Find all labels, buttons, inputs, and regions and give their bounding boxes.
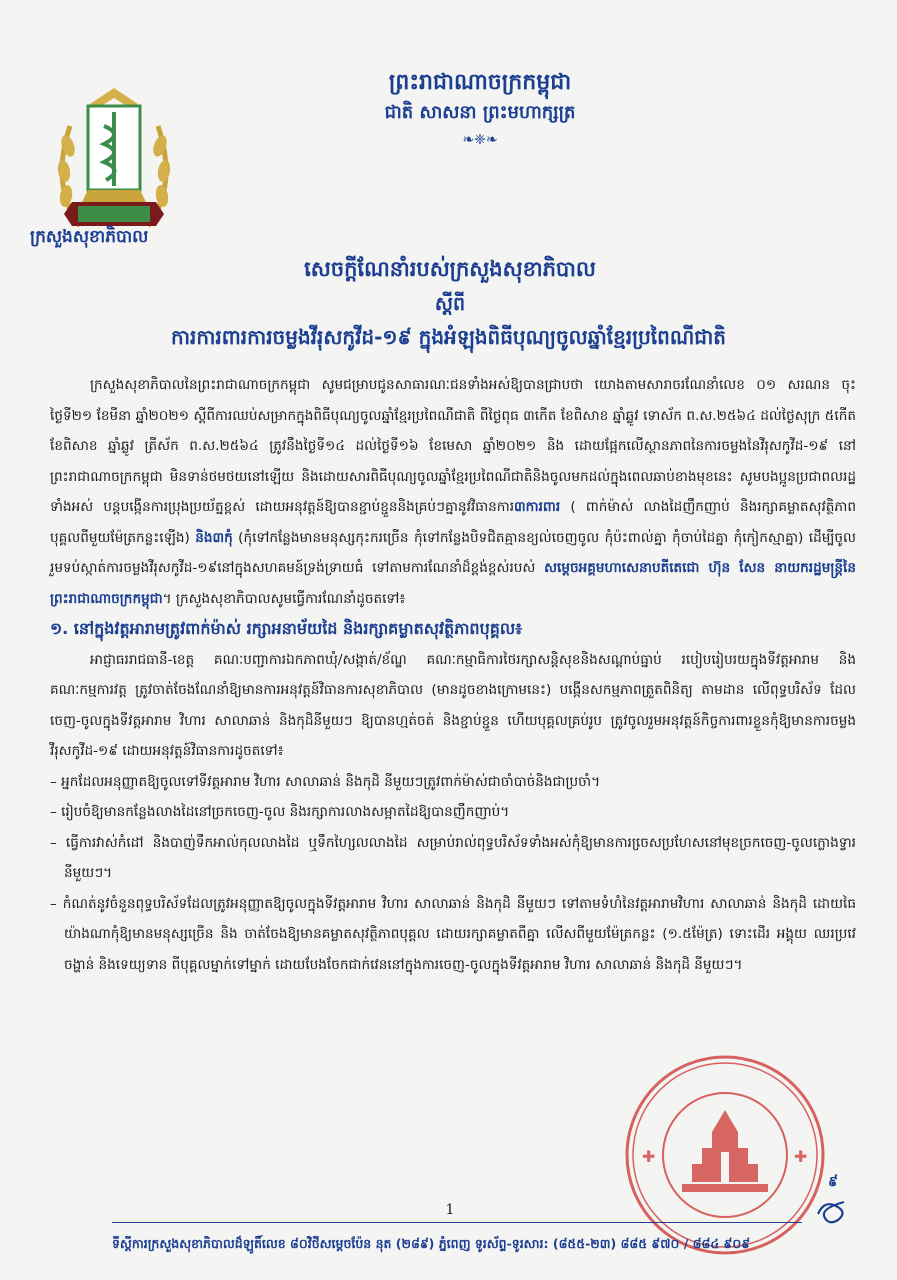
intro-text-3: (កុំទៅកន្លែងមានមនុស្សកុះករច្រើន កុំទៅកន្លែងបិទជិតគ្មានខ្យល់ចេញចូល កុំប៉ះពាល់គ្នា កុំចាប់ដៃគ្នា កុំកៀកស្មាគ្នា) ដើម្បីចូលរួមទប់ស្កាត់ការចម្លងវីរុសកូវីដ-១៩នៅក្នុងសហគមន៍ទ្រង់ទ្រាយធំ ទៅតាមការណែនាំដ៏ខ្ពង់ខ្ពស់របស់	[50, 529, 856, 576]
kingdom-heading: ព្រះរាជាណាចក្រកម្ពុជា	[388, 70, 572, 95]
three-protections-highlight: ៣ការពារ	[514, 499, 561, 515]
intro-paragraph	[50, 370, 856, 614]
signature-initial-mark	[814, 1196, 852, 1226]
official-seal-stamp	[622, 1052, 828, 1258]
ministry-emblem-logo	[30, 86, 198, 246]
section-1-heading: ១. នៅក្នុងវត្តអារាមត្រូវពាក់ម៉ាស់ រក្សាអនាម័យដៃ និងរក្សាគម្លាតសុវត្ថិភាពបុគ្គល៖	[50, 619, 523, 638]
document-title-about: ស្តីពី	[434, 293, 466, 315]
list-item: – កំណត់នូវចំនួនពុទ្ធបរិស័ទដែលត្រូវអនុញ្ញាតឱ្យចូលក្នុងទីវត្តអារាម វិហារ សាលាឆាន់ និងកុដិ នីមួយៗ ទៅតាមទំហំនៃវត្តអារាមវិហារ សាលាឆាន់ និងកុដិ ដោយធៃយ៉ាងណាកុំឱ្យមានមនុស្សច្រើន និង ចាត់ចែងឱ្យមានគម្លាតសុវត្ថិភាពបុគ្គល ដោយរក្សាគម្លាតពីគ្នា លើសពីមួយម៉ែត្រកន្លះ (១.៥ម៉ែត្រ) ទោះដើរ អង្គុយ ឈរប្រវេចង្ហាន់ និងទេយ្យទាន ពីបុគ្គលម្នាក់ទៅម្នាក់ ដោយបែងចែកជាក់វេននៅក្នុងការចេញ-ចូលក្នុងទីវត្តអារាម វិហារ សាលាឆាន់ និងកុដិ នីមួយៗ។	[50, 895, 856, 973]
document-subject: ការការពារការចម្លងវីរុសកូវីដ-១៩ ក្នុងអំឡុងពិធីបុណ្យចូលឆ្នាំខ្មែរប្រពៃណីជាតិ	[170, 325, 726, 349]
footer-address: ទីស្តីការក្រសួងសុខាភិបាលដ៏ឡូតិ៍លេខ ៨០វិថីសម្តេចប៉ែន នុត (២៨៩) ភ្នំពេញ ទូរស័ព្ទ-ទូរសារ: (៨៥៥-២៣) ៨៨៥ ៩៧០ / ៨៨៤ ៩០៩	[112, 1236, 751, 1251]
svg-text:✚: ✚	[794, 1147, 808, 1166]
ministry-name-label: ក្រសួងសុខាភិបាល	[30, 227, 149, 247]
national-motto: ជាតិ សាសនា ព្រះមហាក្សត្រ	[384, 102, 576, 123]
list-item: – អ្នកដែលអនុញ្ញាតឱ្យចូលទៅទីវត្តអារាម វិហារ សាលាឆាន់ និងកុដិ នីមួយៗត្រូវពាក់ម៉ាស់ជាចាំបាច់និងជាប្រចាំ។	[50, 773, 601, 790]
intro-text-4: ។ ក្រសួងសុខាភិបាលសូមធ្វើការណែនាំដូចតទៅ៖	[162, 590, 406, 607]
prime-minister-highlight: សម្តេចអគ្គមហាសេនាបតីតេជោ ហ៊ុន សែន នាយករដ្ឋមន្ត្រីនៃព្រះរាជាណាចក្រកម្ពុជា	[50, 560, 856, 607]
three-donts-highlight: និង៣កុំ	[195, 529, 233, 546]
intro-text-2: ( ពាក់ម៉ាស់ លាងដៃញឹកញាប់ និងរក្សាគម្លាតសុវត្ថិភាពបុគ្គលពីមួយម៉ែត្រកន្លះឡើង)	[50, 499, 856, 546]
document-body	[50, 370, 856, 980]
list-item: – ធ្វើការវាស់កំដៅ និងបាញ់ទឹកអាល់កុលលាងដៃ ឬទឹកហៃ្សលលាងដៃ សម្រាប់រាល់ពុទ្ធបរិស័ទទាំងអស់កុំឱ្យមានការចេ្រសប្រហែសនៅមុខច្រកចេញ-ចូលក្លោងទ្វារនីមួយៗ។	[50, 834, 856, 881]
page-number: 1	[445, 1202, 455, 1218]
footer-divider	[112, 1222, 802, 1223]
svg-text:✚: ✚	[642, 1147, 656, 1166]
section-1-paragraph: អាជ្ញាធររាជធានី-ខេត្ត គណៈបញ្ជាការឯកភាពឃុំ/សង្កាត់/ខ័ណ្ឌ គណៈកម្មាធិការថៃរក្សាសន្តិសុខនិងសណ្តាប់ធ្នាប់ របៀបរៀបរយក្នុងទីវត្តអារាម និងគណៈកម្មការវត្ត ត្រូវចាត់ចែងណែនាំឱ្យមានការអនុវត្តន៍វិធានការសុខាភិបាល (មានដូចខាងក្រោមនេះ) បង្កើនសកម្មភាពត្រួតពិនិត្យ តាមដាន លើពុទ្ធបរិស័ទ ដែលចេញ-ចូលក្នុងទីវត្តអារាម វិហារ សាលាឆាន់ និងកុដិនីមួយៗ ឱ្យបានហ្មត់ចត់ និងខ្ជាប់ខ្ជួន ហើយបុគ្គលគ្រប់រូប ត្រូវចូលរួមអនុវត្តន៍កិច្ចការពារខ្លួនកុំឱ្យមានការចម្លងវីរុសកូវីដ-១៩ ដោយអនុវត្តន៍វិធានការដូចតទៅ៖	[50, 651, 856, 759]
side-note-number: ៩	[828, 1174, 838, 1190]
document-title: សេចក្តីណែនាំរបស់ក្រសួងសុខាភិបាល	[304, 257, 596, 281]
list-item: – រៀបចំឱ្យមានកន្លែងលាងដៃនៅច្រកចេញ-ចូល និងរក្សាការលាងសម្អាតដៃឱ្យបានញឹកញាប់។	[50, 804, 510, 820]
intro-text-1: ក្រសួងសុខាភិបាលនៃព្រះរាជាណាចក្រកម្ពុជា សូមជម្រាបជូនសាធារណៈជនទាំងអស់ឱ្យបានជ្រាបថា យោងតាមសារាចរណែនាំលេខ ០១ សរណន ចុះថ្ងៃទី២១ ខែមីនា ឆ្នាំ២០២១ ស្តីពីការឈប់សម្រាកក្នុងពិធីបុណ្យចូលឆ្នាំខ្មែរប្រពៃណីជាតិ ពីថ្ងៃពុធ ៣កើត ខែពិសាខ ឆ្នាំឆ្លូវ ទោស័ក ព.ស.២៥៦៤ ដល់ថ្ងៃសុក្រ ៥កើត ខែពិសាខ ឆ្នាំឆ្លូវ ត្រីស័ក ព.ស.២៥៦៤ ត្រូវនឹងថ្ងៃទី១៤ ដល់ថ្ងៃទី១៦ ខែមេសា ឆ្នាំ២០២១ និង ដោយផ្អែកលើស្ថានភាពនៃការចម្លងនៃវីរុសកូវីដ-១៩ នៅព្រះរាជាណាចក្រកម្ពុជា មិនទាន់ថមថយនៅឡើយ និងដោយសារពិធីបុណ្យចូលឆ្នាំខ្មែរប្រពៃណីជាតិនិងចូលមកដល់ក្នុងពេលឆាប់ខាងមុខនេះ សូមបងប្អូនប្រជាពលរដ្ឋទាំងអស់ បន្តបង្កើនការប្រុងប្រយ័ត្នខ្ពស់ ដោយអនុវត្តន៍ឱ្យបានខ្ជាប់ខ្ជួននិងគ្រប់ៗគ្នានូវវិធានការ	[50, 377, 856, 515]
decorative-ornament: ❧❈❧	[462, 132, 498, 148]
